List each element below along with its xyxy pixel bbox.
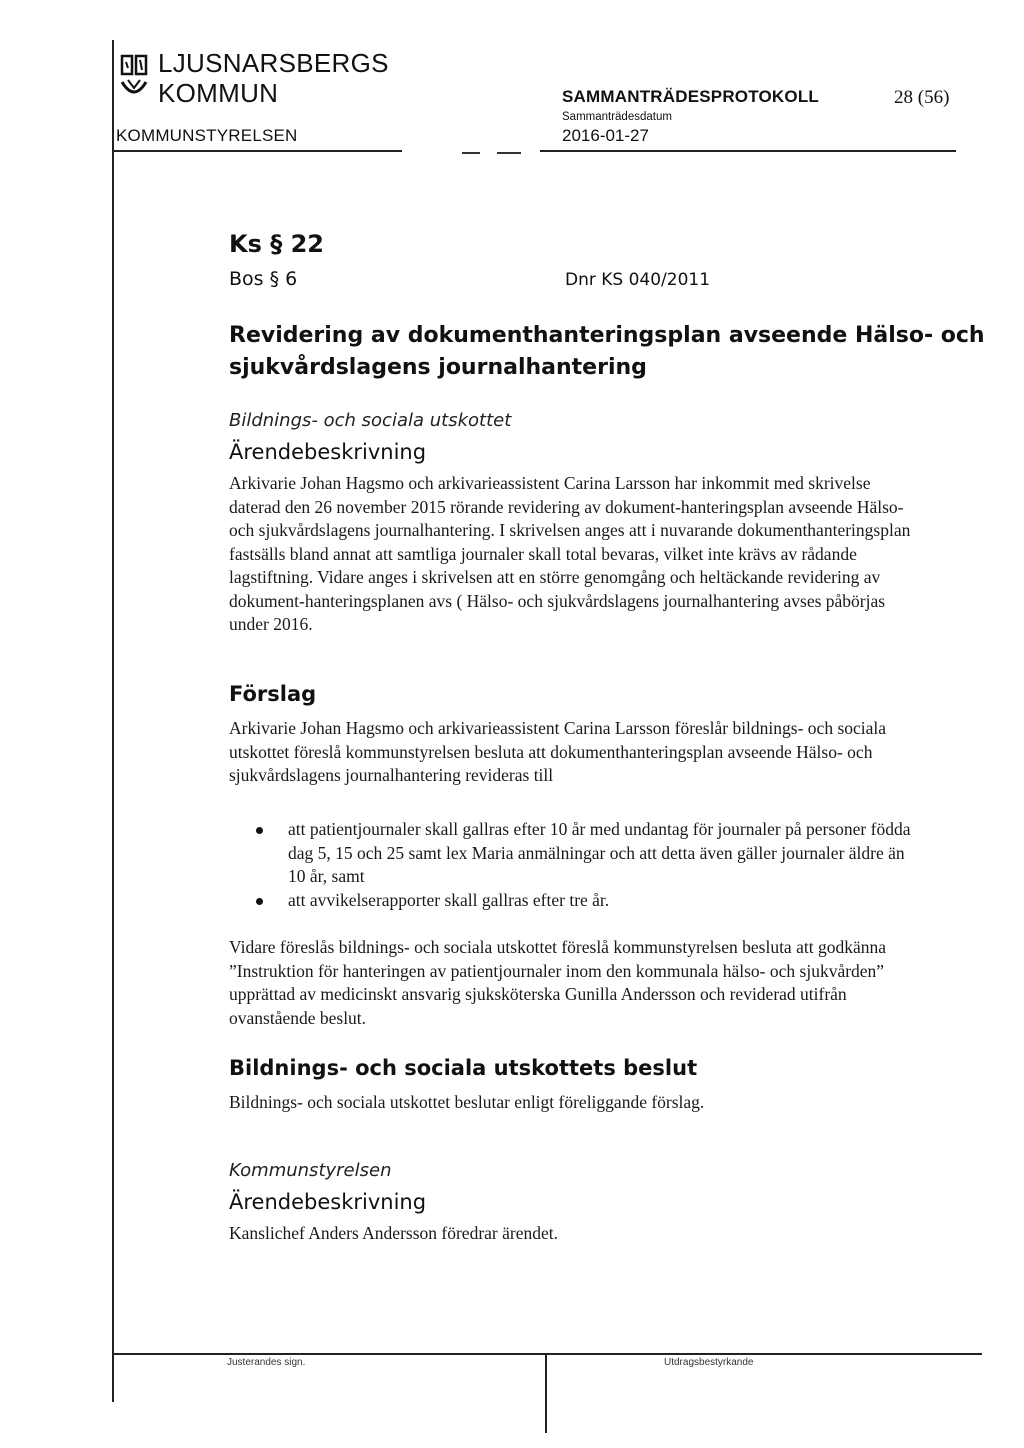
case-description-heading: Ärendebeskrivning	[229, 440, 427, 464]
certification-label: Utdragsbestyrkande	[664, 1357, 754, 1368]
decision-heading: Bildnings- och sociala utskottets beslut	[229, 1056, 698, 1080]
board-heading: Kommunstyrelsen	[229, 1160, 392, 1181]
list-item: att avvikelserapporter skall gallras efter tre år.	[256, 889, 916, 913]
bullet-icon	[256, 898, 263, 905]
diary-number: Dnr KS 040/2011	[565, 270, 711, 290]
proposal-text-continued: Vidare föreslås bildnings- och sociala utskottet föreslå kommunstyrelsen besluta att godkänna ”Instruktion för hanteringen av patientjournaler inom den kommunala hälso- och sjukvården” upprättad av medicinskt ansvarig sjuksköterska Gunilla Andersson och reviderad utifrån ovanstående beslut.	[229, 937, 886, 1028]
meeting-date: 2016-01-27	[562, 126, 649, 145]
ks-paragraph-number: Ks § 22	[229, 230, 324, 258]
protocol-title: SAMMANTRÄDESPROTOKOLL	[562, 87, 819, 106]
decision-text: Bildnings- och sociala utskottet beslutar enligt föreliggande förslag.	[229, 1092, 705, 1112]
proposal-text: Arkivarie Johan Hagsmo och arkivarieassistent Carina Larsson föreslår bildnings- och sociala utskottet föreslå kommunstyrelsen besluta att dokumenthanteringsplan avseende Hälso- och sjukvårdslagens journalhantering revideras till	[229, 718, 887, 785]
bos-paragraph-number: Bos § 6	[229, 268, 298, 290]
meeting-date-label: Sammanträdesdatum	[562, 111, 672, 123]
header-rule-dash	[497, 152, 521, 154]
bullet-icon	[256, 827, 263, 834]
case-title: Revidering av dokumenthanteringsplan avseende Hälso- och sjukvårdslagens journalhantering	[229, 323, 985, 380]
proposal-heading: Förslag	[229, 682, 317, 706]
left-margin-rule	[112, 40, 114, 1402]
adjuster-signature-label: Justerandes sign.	[227, 1357, 306, 1368]
footer-divider	[545, 1353, 547, 1433]
board-description-heading: Ärendebeskrivning	[229, 1190, 427, 1214]
board-description-text: Kanslichef Anders Andersson föredrar ärendet.	[229, 1223, 558, 1243]
header-rule	[112, 150, 402, 152]
org-name-line2: KOMMUN	[158, 78, 279, 108]
committee-heading: Bildnings- och sociala utskottet	[229, 410, 512, 431]
header-rule	[540, 150, 956, 152]
municipal-coat-of-arms-icon	[118, 52, 150, 102]
list-item: att patientjournaler skall gallras efter 10 år med undantag för journaler på personer födda dag 5, 15 och 25 samt lex Maria anmälningar och att detta även gäller journaler äldre än 10 år, samt	[256, 818, 916, 889]
footer-rule	[112, 1353, 982, 1355]
department-name: KOMMUNSTYRELSEN	[116, 126, 298, 145]
case-description-text: Arkivarie Johan Hagsmo och arkivarieassistent Carina Larsson har inkommit med skrivelse daterad den 26 november 2015 rörande revidering av dokument-hanteringsplan avseende Hälso- och sjukvårdslagens journalhantering. I skrivelsen anges att i nuvarande dokumenthanteringsplan fastsälls bland annat att samtliga journaler skall total bevaras, vilket inte krävs av rådande lagstiftning. Vidare anges i skrivelsen att en större genomgång och heltäckande revidering av dokument-hanteringsplanen avs ( Hälso- och sjukvårdslagens journalhantering avses påbörjas under 2016.	[229, 473, 911, 634]
page-number: 28 (56)	[894, 87, 950, 108]
header-rule-dash	[462, 152, 480, 154]
proposal-bullet-list	[256, 818, 916, 912]
org-name-line1: LJUSNARSBERGS	[158, 48, 389, 78]
